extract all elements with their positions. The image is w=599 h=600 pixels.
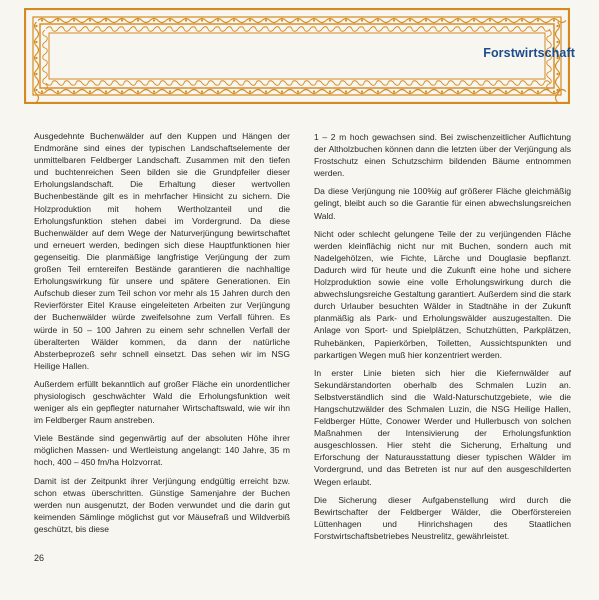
left-text-column xyxy=(34,130,290,541)
paragraph: Außerdem erfüllt bekanntlich auf großer Fläche ein unordentlicher physiologisch geschwächter Wald die Erholungsfunktion weit weniger als ein gepflegter naturnaher Wirtschaftswald, wie wir ihn im Feldberger Raum anstreben. xyxy=(34,378,290,426)
paragraph: Viele Bestände sind gegenwärtig auf der absoluten Höhe ihrer möglichen Massen- und Wertleistung angelangt: 140 Jahre, 35 m hoch, 400 – 450 fm/ha Holzvorrat. xyxy=(34,433,290,468)
page-title: Forstwirtschaft xyxy=(483,46,575,60)
paragraph: Nicht oder schlecht gelungene Teile der zu verjüngenden Fläche werden kleinflächig nicht nur mit Buchen, sondern auch mit Nadelgehölzen, wie Fichte, Lärche und Douglasie bepflanzt. Dadurch wird für heute und die Zukunft eine hohe und sichere Holzproduktion sowie eine volle Erholungswirkung durch die abwechslungsreiche Gestaltung garantiert. Außerdem sind die stark durch Urlauber besuchten Wälder in Stadtnähe in der Zukunft planmäßig als Park- und Erholungswälder auszugestalten. Die Anlage von Sport- und Spielplätzen, Schutzhütten, Parkplätzen, Ruhebänken, Papierkörben, Toiletten, Aussichtspunkten und parkartigen Wegen muß hier konzentriert werden. xyxy=(314,228,571,360)
paragraph: 1 – 2 m hoch gewachsen sind. Bei zwischenzeitlicher Auflichtung der Altholzbuchen können dann die letzten über der Verjüngung als Frostschutz einen Schutzschirm bildenden Bäume entnommen werden. xyxy=(314,132,571,179)
paragraph: In erster Linie bieten sich hier die Kiefernwälder auf Sekundärstandorten oberhalb des Schmalen Luzin an. Selbstverständlich sind die Wald-Naturschutzgebiete, wie die Hangschutzwälder des Schmalen Luzin, die NSG Heilige Hallen, Feldberger Hütte, Conower Werder und Hullerbusch von solchen Maßnahmen der Intensivierung der Erholungsfunktion ausgeschlossen. Hier steht die Sicherung, Erhaltung und Erforschung der Naturausstattung dieser typischen Wälder im Vordergrund, und das Betreten ist nur auf den ausgeschilderten Wegen erlaubt. xyxy=(314,367,571,487)
paragraph: Die Sicherung dieser Aufgabenstellung wird durch die Bewirtschafter der Feldberger Wälder, die Oberförstereien Lüttenhagen und Hinrichshagen des Staatlichen Forstwirtschaftsbetriebes Neustrelitz, gewährleistet. xyxy=(314,494,571,541)
page-number: 26 xyxy=(34,553,45,563)
right-text-column xyxy=(314,131,571,548)
paragraph: Damit ist der Zeitpunkt ihrer Verjüngung endgültig erreicht bzw. schon etwas überschritten. Günstige Samenjahre der Buchen werden nun ausgenutzt, der Boden verwundet und die darin gut keimenden Sämlinge möglichst gut vor Mäusefraß und Wildverbiß geschützt, bis diese xyxy=(34,475,290,534)
paragraph: Ausgedehnte Buchenwälder auf den Kuppen und Hängen der Endmoräne sind eines der typischen Landschaftselemente der unmittelbaren Feldberger Landschaft. Zusammen mit den tiefen und buchtenreichen Seen bilden sie die Grundpfeiler dieser Erholungslandschaft. Die Erhaltung dieser wertvollen Buchenbestände gilt es in mehrfacher Hinsicht zu sichern. Die Holzproduktion mit hohem Wertholzanteil und die Erholungsfunktion stehen dabei im Vordergrund. Da diese Buchenwälder auf dem Wege der Naturverjüngung bewirtschaftet und erneuert werden, bedingen sich diese Hauptfunktionen hier gegenseitig. Die planmäßige langfristige Verjüngung der zum großen Teil erntereifen Bestände garantieren die nachhaltige Erholungswirkung für unsere und spätere Generationen. Ein Aufschub dieser zum Teil schon vor mehr als 15 Jahren durch den Revierförster Eitel Krause eingeleiteten Arbeiten zur Verjüngung der Buchenwälder würde zweifelsohne zum Verfall führen. Es würde in 50 – 100 Jahren zu einem sehr schnellen Verfall der überalterten Wälder kommen, da dann der natürliche Absterbeprozeß sehr schnell einsetzt. Das sehen wir im NSG Heilige Hallen. xyxy=(34,131,290,371)
paragraph: Da diese Verjüngung nie 100%ig auf größerer Fläche gleichmäßig gelingt, bleibt auch so die Garantie für einen abwechslungsreichen Wald. xyxy=(314,186,571,221)
